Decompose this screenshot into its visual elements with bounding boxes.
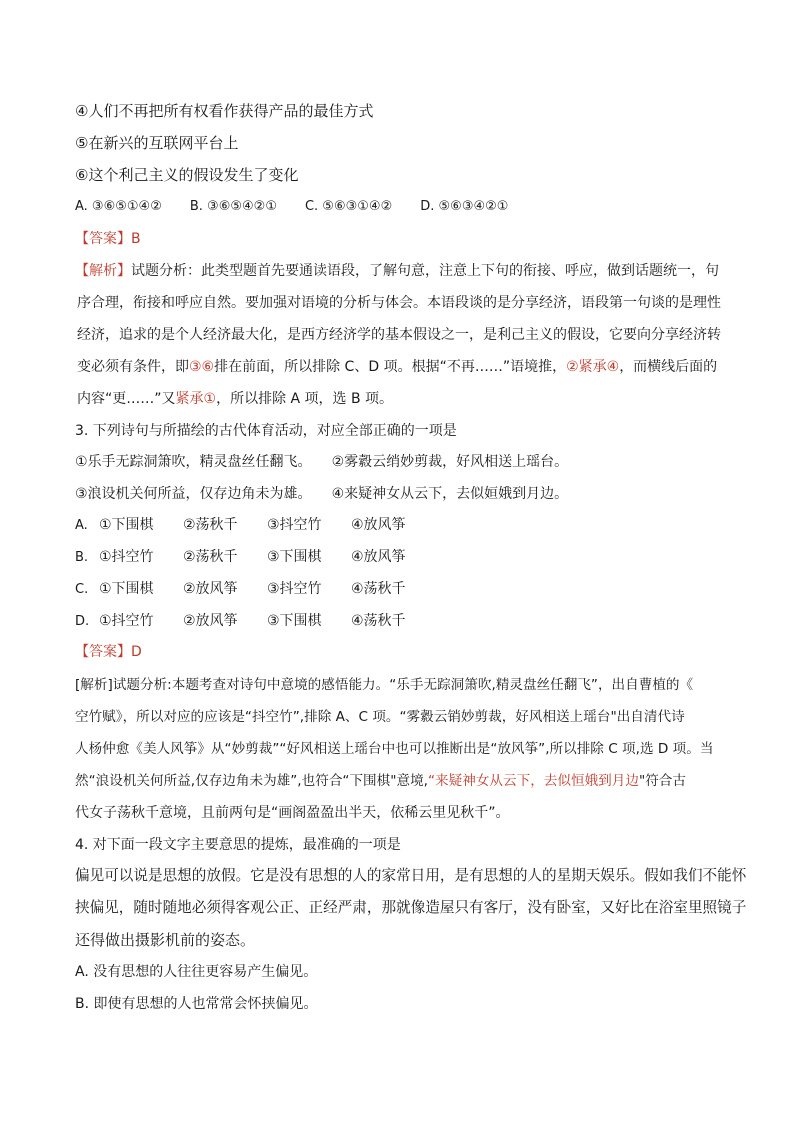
q2-answer [75, 229, 141, 249]
answer-label: 【答案】 [75, 644, 131, 660]
analysis-label: 【解析】 [75, 263, 131, 279]
q2-analysis-line-5: 内容“更……”又紧承①，所以排除 A 项，选 B 项。 [77, 391, 394, 407]
q3-option-a: A. ①下围棋 ②荡秋千 ③抖空竹 ④放风筝 [75, 517, 406, 533]
q3-answer [75, 642, 142, 662]
q2-option-a: A. ③⑥⑤①④② [75, 199, 162, 214]
q2-options [75, 197, 508, 217]
q3-option-d: D. ①抖空竹 ②放风筝 ③下围棋 ④荡秋千 [75, 613, 406, 629]
q2-option-c: C. ⑤⑥③①④② [304, 199, 393, 214]
answer-label: 【答案】 [75, 231, 131, 247]
poem-2: ②雾縠云绡妙剪裁，好风相送上瑶台。 [331, 454, 569, 470]
q3-stem: 3. 下列诗句与所描绘的古代体育活动，对应全部正确的一项是 [75, 423, 457, 439]
q3-analysis-line-2: 空竹赋》，所以对应的应该是“抖空竹”,排除 A、C 项。“雾縠云销妙剪裁，好风相送上瑶台"出自清代诗 [75, 709, 685, 725]
q4-passage-line-1: 偏见可以说是思想的放假。它是没有思想的人的家常日用，是有思想的人的星期天娱乐。假如我们不能怀 [75, 867, 747, 884]
q2-option-d: D. ⑤⑥③④②① [420, 199, 509, 214]
answer-value: D [131, 644, 142, 660]
q2-analysis-line-1: 【解析】试题分析：此类型题首先要通读语段，了解句意，注意上下句的衔接、呼应，做到话题统一，句 [75, 263, 719, 279]
q2-analysis-line-2: 序合理，衔接和呼应自然。要加强对语境的分析与体会。本语段谈的是分享经济，语段第一句谈的是理性 [77, 295, 721, 311]
q3-analysis-line-3: 人杨仲愈《美人风筝》从“妙剪裁”“好风相送上瑶台中也可以推断出是“放风筝”,所以排除 C 项,选 D 项。当 [75, 741, 714, 757]
q2-analysis-line-4: 变必须有条件，即③⑥排在前面，所以排除 C、D 项。根据“不再……”语境推，②紧承④，而横线后面的 [77, 359, 718, 375]
item-4: ④人们不再把所有权看作获得产品的最佳方式 [75, 102, 374, 120]
answer-value: B [131, 231, 141, 247]
poem-4: ④来疑神女从云下，去似姮娥到月边。 [331, 486, 569, 502]
q4-passage-line-3: 还得做出摄影机前的姿态。 [75, 931, 256, 949]
q3-analysis-line-5: 代女子荡秋千意境，且前两句是“画阁盈盈出半天，依稀云里见秋千”。 [75, 805, 510, 821]
q4-passage-line-2: 挟偏见，随时随地必须得客观公正、正经严肃，那就像造屋只有客厅，没有卧室，又好比在浴室里照镜子 [75, 899, 747, 916]
q3-option-c: C. ①下围棋 ②放风筝 ③抖空竹 ④荡秋千 [75, 581, 406, 597]
q2-analysis-line-3: 经济，追求的是个人经济最大化，是西方经济学的基本假设之一，是利己主义的假设，它要向分享经济转 [77, 327, 721, 343]
q3-poems-row-2 [75, 484, 568, 504]
item-5: ⑤在新兴的互联网平台上 [75, 134, 239, 152]
q2-option-b: B. ③⑥⑤④②① [189, 199, 277, 214]
q3-analysis-line-4: 然“浪设机关何所益,仅存边角未为雄”,也符合“下围棋"意境,“来疑神女从云下，去似恒娥到月边"符合古 [75, 773, 686, 789]
item-6: ⑥这个利己主义的假设发生了变化 [75, 166, 299, 184]
q4-option-b: B. 即使有思想的人也常常会怀挟偏见。 [75, 996, 318, 1012]
q4-stem: 4. 对下面一段文字主要意思的提炼，最准确的一项是 [75, 837, 401, 853]
q4-option-a: A. 没有思想的人往往更容易产生偏见。 [75, 964, 318, 980]
q3-option-b: B. ①抖空竹 ②荡秋千 ③下围棋 ④放风筝 [75, 549, 406, 565]
poem-1: ①乐手无踪洞箫吹，精灵盘丝任翻飞。 [75, 454, 312, 470]
q3-analysis-line-1: [解析]试题分析:本题考查对诗句中意境的感悟能力。“乐手无踪洞箫吹,精灵盘丝任翻飞”，出自曹植的《 [75, 677, 694, 693]
poem-3: ③浪设机关何所益，仅存边角未为雄。 [75, 486, 312, 502]
q3-poems-row-1 [75, 452, 568, 472]
